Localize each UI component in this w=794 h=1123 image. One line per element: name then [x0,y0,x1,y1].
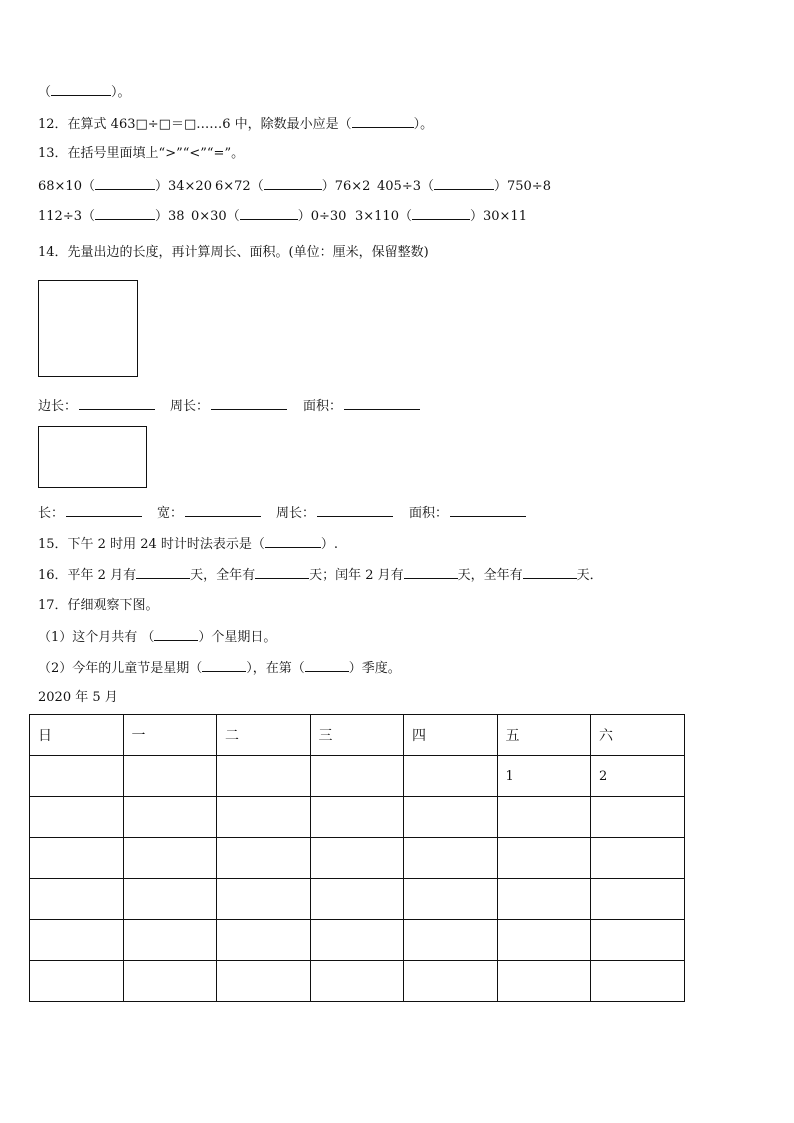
answer-blank[interactable] [305,658,349,672]
calendar-cell[interactable]: 2 [591,756,685,797]
weekday-header: 日 [30,715,124,756]
q11-tail: （ ）。 [38,82,131,102]
calendar-table [29,714,685,1002]
length-field: 长： [38,502,142,521]
calendar-cell[interactable] [217,797,311,838]
calendar-cell[interactable] [217,961,311,1002]
calendar-cell[interactable] [123,879,217,920]
answer-blank[interactable] [255,565,309,579]
answer-blank[interactable] [51,82,111,96]
answer-blank[interactable] [317,503,393,517]
calendar-cell[interactable] [310,920,404,961]
square-figure [38,280,138,377]
answer-blank[interactable] [523,565,577,579]
answer-blank[interactable] [450,503,526,517]
weekday-header: 四 [404,715,498,756]
calendar-week-row [30,879,685,920]
answer-blank[interactable] [434,176,494,190]
question-17-title: 17．仔细观察下图。 [38,598,159,613]
calendar-cell[interactable] [591,879,685,920]
calendar-cell[interactable] [497,961,591,1002]
answer-blank[interactable] [185,503,261,517]
perimeter-field: 周长： [170,395,287,414]
calendar-cell[interactable] [404,920,498,961]
calendar-cell[interactable] [30,797,124,838]
answer-blank[interactable] [95,206,155,220]
side-length-field: 边长： [38,395,155,414]
q13-item: 405÷3（ ）750÷8 [377,176,551,196]
calendar-cell[interactable] [310,797,404,838]
calendar-week-row [30,756,685,797]
q13-item: 0×30（ ）0÷30 [191,206,346,226]
answer-blank[interactable] [211,396,287,410]
answer-blank[interactable] [202,658,246,672]
q13-item: 68×10（ ）34×20 [38,176,212,196]
answer-blank[interactable] [240,206,298,220]
q13-item: 112÷3（ ）38 [38,206,185,226]
calendar-header-row [30,715,685,756]
rectangle-figure [38,426,147,488]
calendar-cell[interactable] [217,756,311,797]
calendar-cell[interactable] [30,756,124,797]
weekday-header: 二 [217,715,311,756]
answer-blank[interactable] [136,565,190,579]
question-16: 16．平年 2 月有 天，全年有 天；闰年 2 月有 天，全年有 天． [38,565,603,585]
calendar-cell[interactable] [30,961,124,1002]
calendar-cell[interactable] [310,961,404,1002]
calendar-cell[interactable] [123,797,217,838]
calendar-cell[interactable] [404,756,498,797]
weekday-header: 六 [591,715,685,756]
calendar-cell[interactable] [497,879,591,920]
calendar-week-row [30,797,685,838]
calendar-caption: 2020 年 5 月 [38,690,118,705]
calendar-cell[interactable] [30,838,124,879]
weekday-header: 五 [497,715,591,756]
calendar-cell[interactable] [497,838,591,879]
area-field: 面积： [409,502,526,521]
calendar-cell[interactable] [404,961,498,1002]
calendar-cell[interactable] [404,838,498,879]
calendar-cell[interactable] [217,879,311,920]
calendar-cell[interactable] [591,961,685,1002]
calendar-cell[interactable] [497,797,591,838]
answer-blank[interactable] [404,565,458,579]
question-12: 12．在算式 463□÷□＝□……6 中，除数最小应是（ ）。 [38,114,433,134]
perimeter-field: 周长： [276,502,393,521]
calendar-cell[interactable] [310,879,404,920]
answer-blank[interactable] [352,114,414,128]
answer-blank[interactable] [66,503,142,517]
calendar-cell[interactable] [217,838,311,879]
question-14-title: 14．先量出边的长度，再计算周长、面积。(单位：厘米，保留整数) [38,245,429,260]
answer-blank[interactable] [79,396,155,410]
calendar-cell[interactable] [30,920,124,961]
answer-blank[interactable] [95,176,155,190]
calendar-cell[interactable] [30,879,124,920]
calendar-cell[interactable]: 1 [497,756,591,797]
calendar-week-row [30,920,685,961]
calendar-cell[interactable] [123,756,217,797]
calendar-cell[interactable] [123,920,217,961]
calendar-cell[interactable] [404,879,498,920]
weekday-header: 一 [123,715,217,756]
calendar-cell[interactable] [310,838,404,879]
q13-item: 3×110（ ）30×11 [355,206,527,226]
calendar-week-row [30,961,685,1002]
calendar-week-row [30,838,685,879]
calendar-cell[interactable] [217,920,311,961]
question-17-1: （1）这个月共有 （ ）个星期日。 [38,627,276,647]
answer-blank[interactable] [154,627,198,641]
calendar-cell[interactable] [404,797,498,838]
calendar-cell[interactable] [497,920,591,961]
answer-blank[interactable] [344,396,420,410]
weekday-header: 三 [310,715,404,756]
calendar-cell[interactable] [310,756,404,797]
q13-item: 6×72（ ）76×2 [215,176,370,196]
width-field: 宽： [157,502,261,521]
calendar-cell[interactable] [591,838,685,879]
question-15: 15．下午 2 时用 24 时计时法表示是（ ）. [38,534,338,554]
calendar-cell[interactable] [591,797,685,838]
question-13-title: 13．在括号里面填上“>”“<”“=”。 [38,146,245,161]
area-field: 面积： [303,395,420,414]
question-17-2: （2）今年的儿童节是星期（ ），在第（ ）季度。 [38,658,401,678]
calendar-cell[interactable] [591,920,685,961]
answer-blank[interactable] [264,176,322,190]
answer-blank[interactable] [412,206,470,220]
calendar-cell[interactable] [123,961,217,1002]
answer-blank[interactable] [265,534,321,548]
calendar-cell[interactable] [123,838,217,879]
